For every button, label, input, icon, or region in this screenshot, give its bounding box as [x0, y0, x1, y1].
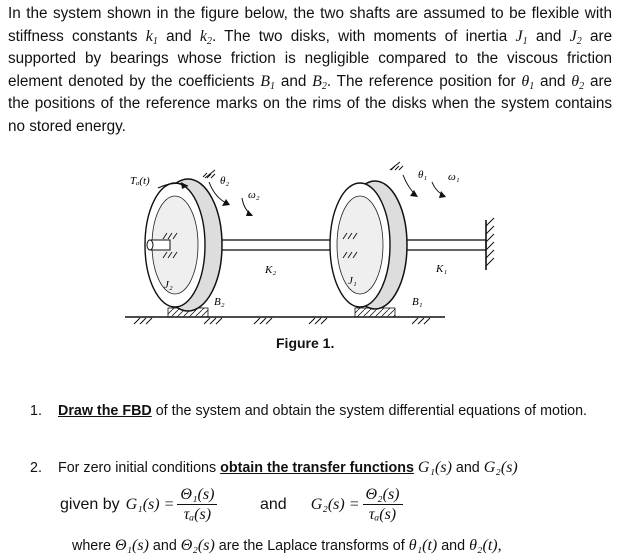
- var-k1: $k_1$: [145, 27, 158, 47]
- var-k2: $k_2$: [199, 27, 212, 47]
- label-ta: Tₐ(t): [130, 175, 150, 187]
- Theta2-s: Θ₂(s): [180, 537, 215, 554]
- var-B1: $B_1$: [260, 72, 276, 92]
- label-omega2: ω₂: [248, 189, 260, 201]
- q2-and: and: [455, 460, 480, 476]
- intro-text-3: are supported by bearings whose friction is negligible compared to the viscous friction element denoted by the coefficients: [8, 27, 613, 90]
- intro-text-1: In the system shown in the figure below, the two shafts are assumed to be flexible with stiffness constants: [8, 5, 612, 45]
- q2-lead: For zero initial conditions: [58, 460, 217, 476]
- intro-and-4: and: [539, 72, 566, 90]
- G1-fraction: [177, 485, 217, 524]
- where-word: where: [72, 538, 111, 554]
- label-B2: B₂: [214, 296, 225, 308]
- omega1-arrowhead: [439, 191, 446, 198]
- q2-emphasis: obtain the transfer functions: [220, 460, 414, 476]
- var-J2: $J_2$: [569, 27, 582, 47]
- Theta1-s: Θ₁(s): [114, 537, 149, 554]
- questions: [30, 402, 610, 476]
- question-2: [30, 459, 617, 477]
- G1-lhs: G₁(s) =: [125, 495, 175, 513]
- label-B1: B₁: [412, 296, 423, 308]
- q1-emphasis: Draw the FBD: [58, 403, 152, 419]
- var-B2: $B_2$: [312, 72, 327, 92]
- theta2-t: θ₂(t),: [469, 537, 502, 554]
- q2-G1: G₁(s): [417, 459, 452, 476]
- q2-G2: G₂(s): [483, 459, 518, 476]
- label-J1: J₁: [348, 275, 357, 287]
- problem-statement: [8, 3, 612, 138]
- q2-number: 2.: [30, 460, 42, 476]
- and-between-equations: and: [260, 495, 287, 513]
- label-K1: K₁: [436, 263, 448, 275]
- intro-and-1: and: [166, 27, 192, 45]
- intro-text-4: . The reference position for: [326, 72, 516, 90]
- figure-caption: Figure 1.: [276, 335, 335, 351]
- theta1-arrowhead: [410, 190, 418, 197]
- label-theta2: θ₂: [220, 175, 230, 187]
- where-clause: [72, 537, 502, 555]
- question-1: [30, 402, 610, 420]
- given-by: given by: [60, 495, 120, 513]
- label-omega1: ω₁: [448, 171, 460, 183]
- var-theta1: $\theta_1$: [521, 72, 535, 92]
- theta1-t: θ₁(t): [408, 537, 438, 554]
- intro-text-2: . The two disks, with moments of inertia: [211, 27, 508, 45]
- right-wall-hatch: [486, 218, 494, 266]
- intro-and-2: and: [535, 27, 562, 45]
- var-J1: $J_1$: [515, 27, 528, 47]
- G2-lhs: G₂(s) =: [310, 495, 360, 513]
- where-text: are the Laplace transforms of: [218, 538, 405, 554]
- label-K2: K₂: [265, 264, 277, 276]
- intro-and-3: and: [280, 72, 307, 90]
- where-and-1: and: [152, 538, 177, 554]
- G1-numerator: Θ₁(s): [177, 485, 217, 505]
- ground-hatch: [134, 318, 430, 324]
- shaft-k1: [398, 240, 486, 250]
- G2-numerator: Θ₂(s): [363, 485, 403, 505]
- G2-equation: [260, 485, 403, 524]
- theta2-arrowhead: [222, 199, 230, 206]
- disk-J2: [145, 179, 222, 311]
- label-J2: J₂: [164, 279, 173, 291]
- q1-number: 1.: [30, 403, 42, 419]
- mechanical-system-figure: [100, 160, 520, 360]
- G1-equation: [60, 485, 217, 524]
- G2-fraction: [363, 485, 403, 524]
- theta1-marker: [390, 162, 416, 195]
- var-theta2: $\theta_2$: [571, 72, 585, 92]
- disk-J1: [330, 181, 407, 309]
- q1-text: of the system and obtain the system differential equations of motion.: [155, 403, 587, 419]
- where-and-2: and: [441, 538, 466, 554]
- G2-denominator: τₐ(s): [368, 506, 397, 523]
- G1-denominator: τₐ(s): [183, 506, 212, 523]
- intro-text-5: are the positions of the reference marks on the rims of the disks when the system contains no stored energy.: [8, 72, 613, 135]
- label-theta1: θ₁: [418, 169, 428, 181]
